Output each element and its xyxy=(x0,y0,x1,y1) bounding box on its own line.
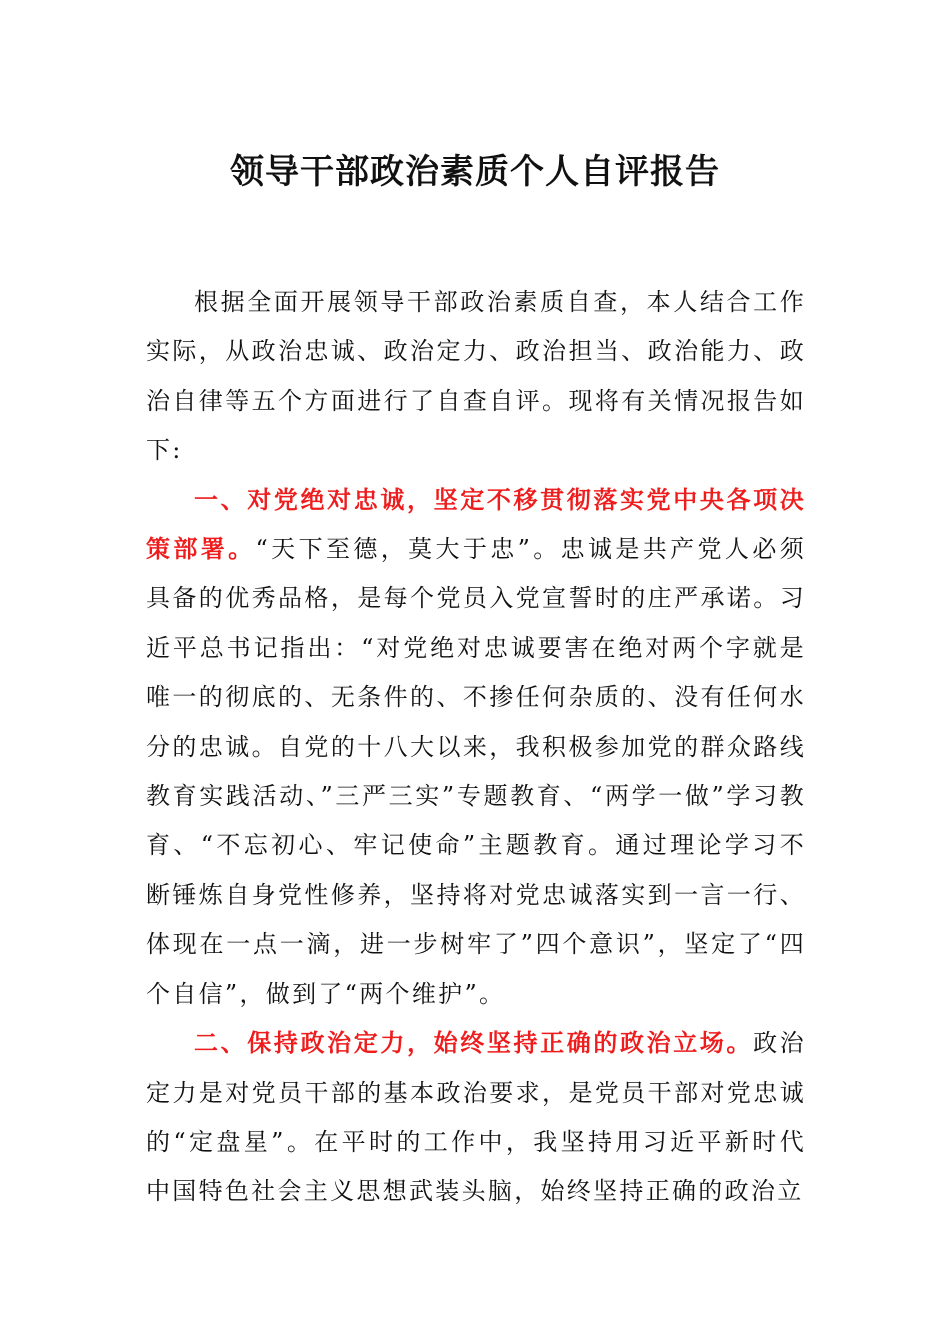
section-2-heading: 二、保持政治定力，始终坚持正确的政治立场。 xyxy=(194,1029,754,1058)
document-title: 领导干部政治素质个人自评报告 xyxy=(230,152,720,192)
section-1-body: “天下至德，莫大于忠”。忠诚是共产党人必须具备的优秀品格，是每个党员入党宣誓时的庄严承诺。习近平总书记指出：“对党绝对忠诚要害在绝对两个字就是唯一的彻底的、无条件的、不掺任何杂质的、没有任何水分的忠诚。自党的十八大以来，我积极参加党的群众路线教育实践活动、”三严三实”专题教育、“两学一做”学习教育、“不忘初心、牢记使命”主题教育。通过理论学习不断锤炼自身党性修养，坚持将对党忠诚落实到一言一行、体现在一点一滴，进一步树牢了”四个意识”，坚定了“四个自信”，做到了“两个维护”。 xyxy=(146,535,806,1008)
section-1-paragraph xyxy=(146,476,806,1019)
document-body xyxy=(146,278,806,1217)
section-2-body: 政治定力是对党员干部的基本政治要求，是党员干部对党忠诚的“定盘星”。在平时的工作中，我坚持用习近平新时代中国特色社会主义思想武装头脑，始终坚持正确的政治立 xyxy=(146,1029,806,1206)
section-1-heading: 一、对党绝对忠诚，坚定不移贯彻落实党中央各项决策部署。 xyxy=(146,485,806,564)
section-2-paragraph xyxy=(146,1019,806,1217)
intro-paragraph: 根据全面开展领导干部政治素质自查，本人结合工作实际，从政治忠诚、政治定力、政治担当、政治能力、政治自律等五个方面进行了自查自评。现将有关情况报告如下: xyxy=(146,288,806,465)
